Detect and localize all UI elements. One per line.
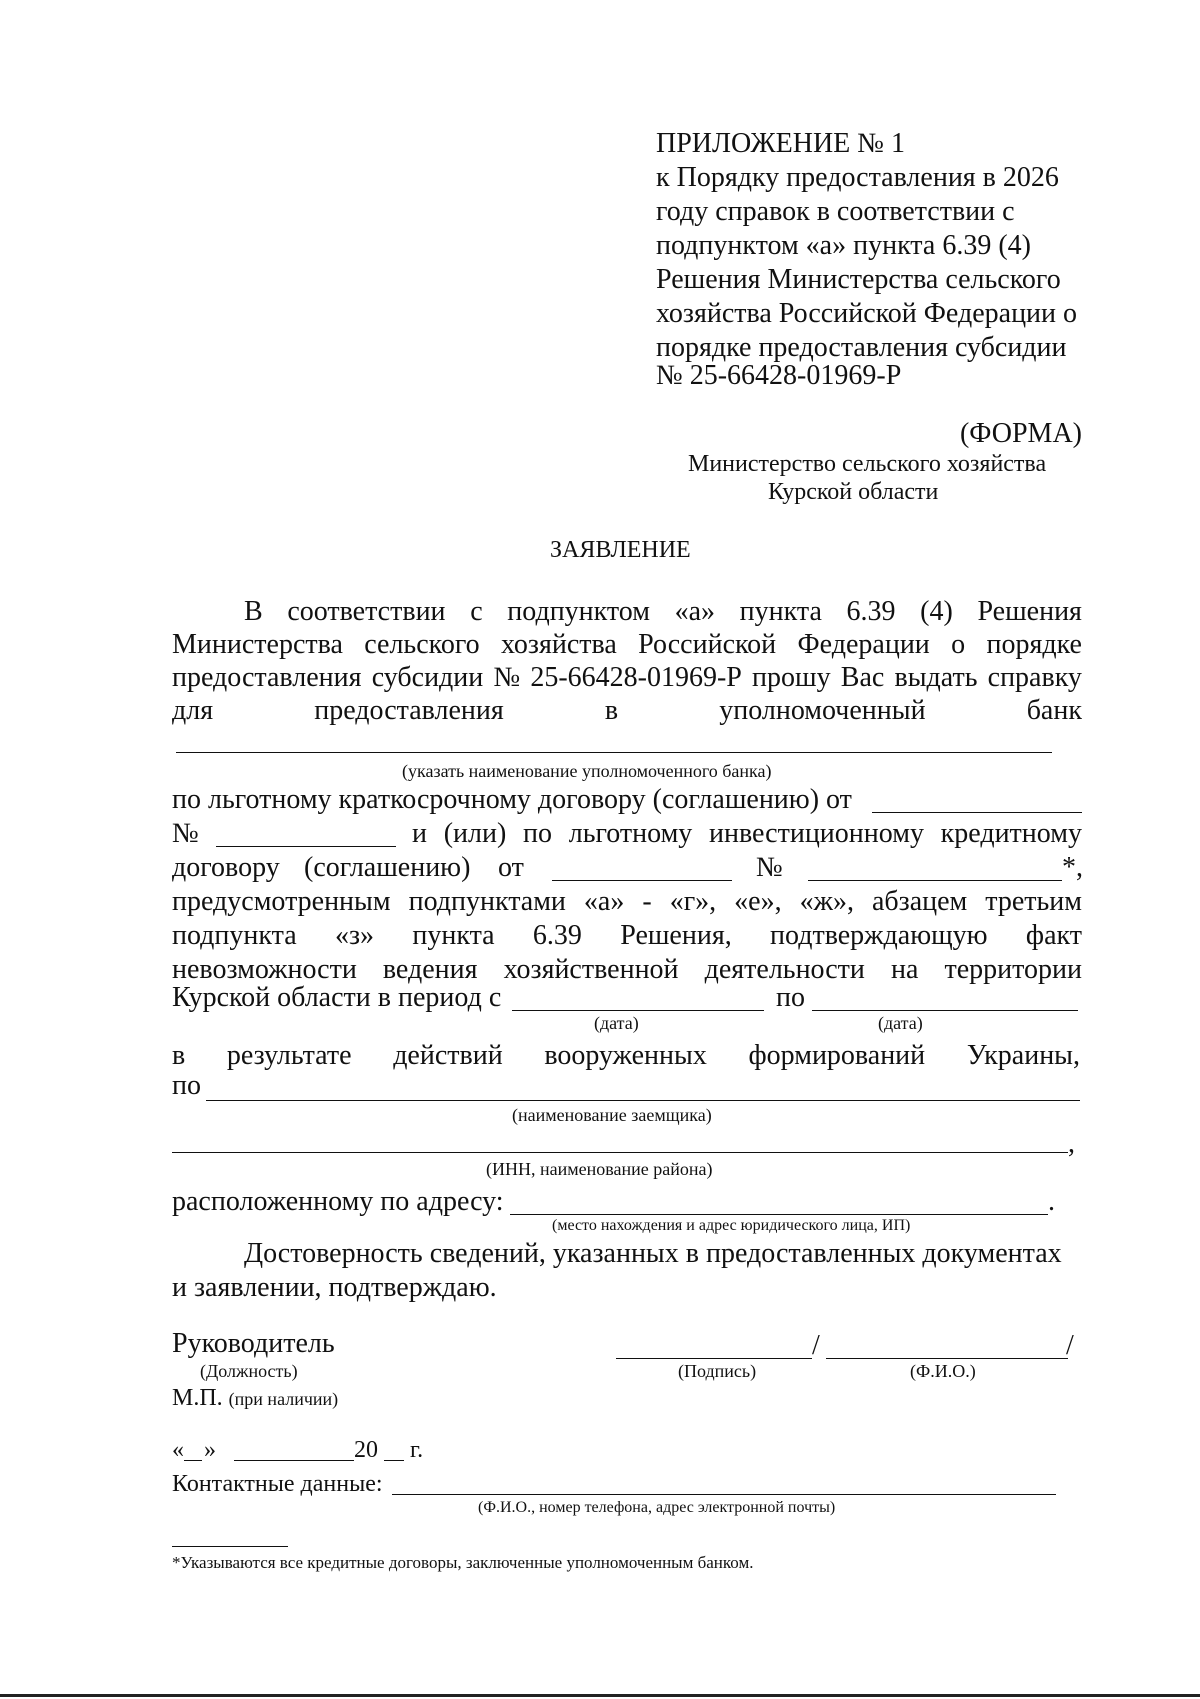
word: третьим (985, 886, 1082, 917)
signature-slash: / (812, 1330, 820, 1361)
address-dot: . (1048, 1186, 1055, 1217)
address-prefix: расположенному по адресу: (172, 1186, 504, 1217)
word: инвестиционному (709, 818, 924, 849)
head-position: Руководитель (172, 1328, 335, 1359)
inn-district-field[interactable] (172, 1152, 1068, 1153)
signature-field[interactable] (616, 1358, 812, 1359)
word: (или) (443, 818, 507, 849)
word: «ж», (799, 886, 854, 917)
word: хозяйственной (503, 954, 679, 985)
word: факт (1025, 920, 1082, 951)
word: предоставления (314, 695, 504, 726)
word: пункта (739, 596, 822, 627)
word: на (890, 954, 919, 985)
contract-word: договору (172, 852, 280, 883)
word: абзацем (871, 886, 968, 917)
word: хозяйства (500, 629, 617, 660)
appendix-line-3: подпунктом «а» пункта 6.39 (4) (656, 230, 1031, 261)
word: Решения (977, 596, 1082, 627)
word: - (642, 886, 652, 917)
period-start-date-field[interactable] (512, 1010, 764, 1011)
addressee-line-1: Министерство сельского хозяйства (688, 451, 1047, 477)
word: 6.39 (532, 920, 582, 951)
word: льготному (568, 818, 693, 849)
word: с (470, 596, 483, 627)
document-title: ЗАЯВЛЕНИЕ (550, 537, 691, 563)
appendix-title: ПРИЛОЖЕНИЕ № 1 (656, 128, 905, 159)
word: 25-66428-01969-Р (530, 662, 742, 693)
position-caption: (Должность) (200, 1361, 298, 1381)
word: в (604, 695, 619, 726)
appendix-line-1: к Порядку предоставления в 2026 (656, 162, 1059, 193)
period-prefix: Курской области в период с (172, 982, 502, 1013)
appendix-line-5: хозяйства Российской Федерации о (656, 298, 1078, 329)
word: подпункта (172, 920, 297, 951)
word: пункта (412, 920, 495, 951)
seal-label: М.П. (172, 1385, 223, 1411)
date-caption-end: (дата) (878, 1013, 923, 1033)
subpoint-line (172, 920, 1082, 952)
paragraph-line-1 (244, 596, 1082, 628)
word: кредитному (940, 818, 1082, 849)
contacts-field[interactable] (392, 1494, 1056, 1495)
number-sign: № (172, 818, 199, 849)
word: субсидии (371, 662, 484, 693)
contacts-caption: (Ф.И.О., номер телефона, адрес электронной почты) (478, 1499, 836, 1516)
word: деятельности (704, 954, 865, 985)
fio-slash-end: / (1066, 1330, 1074, 1361)
word: формирований (748, 1040, 926, 1071)
word: о (951, 629, 966, 660)
word: № (493, 662, 521, 693)
confirmation-line-2: и заявлении, подтверждаю. (172, 1272, 497, 1303)
word: 6.39 (846, 596, 896, 627)
form-label: (ФОРМА) (959, 418, 1082, 449)
footnote-divider (172, 1546, 288, 1547)
borrower-caption: (наименование заемщика) (512, 1105, 712, 1125)
date-caption-start: (дата) (594, 1013, 639, 1033)
word: Решения, (620, 920, 732, 951)
word: соответствии (287, 596, 446, 627)
word: результате (226, 1040, 352, 1071)
seal-mark (172, 1384, 338, 1413)
word: «а» (674, 596, 716, 627)
bank-name-caption: (указать наименование уполномоченного банка) (402, 761, 772, 781)
word: и (412, 818, 427, 849)
fio-caption: (Ф.И.О.) (910, 1361, 976, 1381)
po-word: по (172, 1070, 201, 1101)
asterisk-mark: *, (1062, 852, 1083, 883)
word: Министерства (172, 629, 343, 660)
word: уполномоченный (719, 695, 926, 726)
inn-comma: , (1068, 1128, 1075, 1159)
word: для (172, 695, 214, 726)
word: (4) (920, 596, 953, 627)
investment-loan-number-field[interactable] (808, 880, 1062, 881)
address-caption: (место нахождения и адрес юридического лица, ИП) (552, 1217, 911, 1234)
word: подпунктом (507, 596, 650, 627)
word: «г», (669, 886, 717, 917)
footnote-text: *Указываются все кредитные договоры, заключенные уполномоченным банком. (172, 1553, 754, 1572)
word: территории (944, 954, 1082, 985)
month-field[interactable] (234, 1460, 354, 1461)
year-field[interactable] (384, 1460, 404, 1461)
short-term-loan-text: по льготному краткосрочному договору (соглашению) от (172, 784, 852, 815)
seal-note: (при наличии) (228, 1389, 339, 1409)
word: Федерации (797, 629, 930, 660)
word: справку (987, 662, 1082, 693)
word: порядке (986, 629, 1082, 660)
scan-edge-line (0, 1694, 1200, 1697)
sign-caption: (Подпись) (678, 1361, 757, 1381)
word: невозможности (172, 954, 357, 985)
word: вооруженных (544, 1040, 707, 1071)
period-po: по (776, 982, 805, 1013)
word: в (172, 1040, 186, 1071)
word: ведения (382, 954, 478, 985)
paragraph-line-4 (172, 695, 1082, 727)
appendix-line-7: № 25-66428-01969-Р (656, 360, 902, 391)
period-end-date-field[interactable] (812, 1010, 1078, 1011)
agreement-word: (соглашению) (304, 852, 471, 883)
word: предусмотренным (172, 886, 391, 917)
word: по (523, 818, 552, 849)
paragraph-line-2 (172, 629, 1082, 661)
appendix-line-4: Решения Министерства сельского (656, 264, 1061, 295)
appendix-line-2: году справок в соответствии с (656, 196, 1015, 227)
date-open-quote: « (172, 1437, 184, 1463)
confirmation-line-1: Достоверность сведений, указанных в предоставленных документах (244, 1238, 1062, 1269)
day-field[interactable] (184, 1460, 202, 1461)
word: В (244, 596, 263, 627)
year-suffix: г. (410, 1437, 424, 1463)
paragraph-line-3 (172, 662, 1082, 694)
word: подпунктами (408, 886, 566, 917)
word: «з» (334, 920, 375, 951)
word: «а» (583, 886, 625, 917)
addressee-line-2: Курской области (768, 479, 939, 505)
borrower-name-field[interactable] (206, 1100, 1080, 1101)
from-word: от (498, 852, 524, 883)
investment-loan-text (412, 818, 1082, 850)
fio-field[interactable] (826, 1358, 1068, 1359)
word: предоставления (172, 662, 362, 693)
word: действий (393, 1040, 503, 1071)
year-prefix: 20 (354, 1437, 378, 1463)
word: Украины, (966, 1040, 1080, 1071)
address-field[interactable] (510, 1214, 1048, 1215)
word: «е», (734, 886, 782, 917)
word: сельского (364, 629, 480, 660)
short-term-loan-date-field[interactable] (872, 812, 1082, 813)
date-close-quote: » (204, 1437, 216, 1463)
investment-loan-date-field[interactable] (552, 880, 732, 881)
result-line (172, 1040, 1080, 1072)
bank-name-field[interactable] (176, 752, 1052, 753)
inn-caption: (ИНН, наименование района) (486, 1159, 713, 1179)
contacts-label: Контактные данные: (172, 1471, 383, 1497)
short-term-loan-number-field[interactable] (216, 846, 396, 847)
number-sign-2: № (756, 852, 783, 883)
provided-line (172, 886, 1082, 918)
word: Вас (840, 662, 885, 693)
word: банк (1026, 695, 1082, 726)
appendix-line-6: порядке предоставления субсидии (656, 332, 1067, 363)
word: выдать (894, 662, 978, 693)
word: подтверждающую (770, 920, 988, 951)
word: Российской (638, 629, 777, 660)
word: прошу (752, 662, 831, 693)
